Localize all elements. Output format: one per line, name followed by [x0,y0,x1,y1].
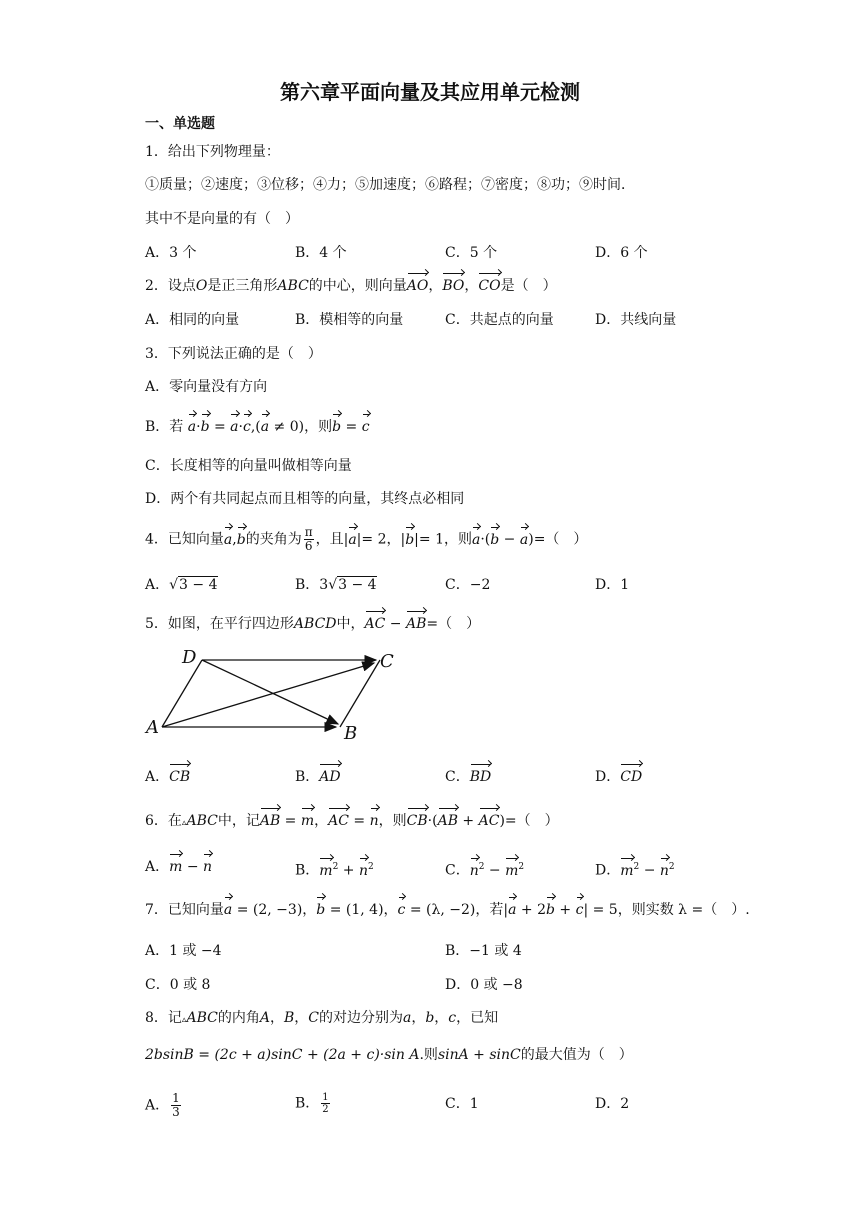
q6-option-c: C．$n^2 - m^2$ [445,862,525,879]
q7-vector-c-value: = (λ, −2) [409,902,476,918]
q8-text: .则 [419,1047,438,1063]
q8-text: ，已知 [456,1010,499,1026]
q1-ask: 其中不是向量的有（ ） [145,211,299,227]
q7-option-d: D．0 或 −8 [445,977,523,993]
q2-option-a: A．相同的向量 [145,312,240,328]
q6-triangle: ABC [186,813,218,829]
q8-equation-line [145,1045,633,1065]
q1-stem: 1．给出下列物理量： [145,144,280,160]
q8-option-b: B． $\frac{1}{2}$ [295,1092,329,1115]
q7-vector-a-value: = (2, −3) [236,902,303,918]
q5-stem: 5．如图，在平行四边形ABCD中，AC − AB=（ ） [145,616,481,632]
q4-text: 4．已知向量 [145,531,224,548]
triangle-symbol: ▵ [181,818,187,828]
q4-text: =（ ） [533,531,588,548]
q3-option-a: A．零向量没有方向 [145,379,268,395]
page-title: 第六章平面向量及其应用单元检测 [280,80,580,104]
q4-text: = 2 [361,531,387,548]
q2-stem: 2．设点O是正三角形ABC的中心，则向量AO，BO，CO是（ ） [145,278,557,294]
q4-fraction: $\frac{\pi}{6}$ [304,525,313,553]
q5-text: 中， [336,616,365,632]
q8-text: 的最大值为（ ） [520,1047,633,1063]
q6-option-b: B．$m^2 + n^2$ [295,862,374,879]
q3-option-b: B．若 a·b = a·c,(a ≠ 0)，则b = c [145,419,370,435]
q4-option-d: D．1 [595,577,630,593]
q1-list: ①质量；②速度；③位移；④力；⑤加速度；⑥路程；⑦密度；⑧功；⑨时间． [145,177,635,193]
q3-option-d: D．两个有共同起点而且相等的向量，其终点必相同 [145,491,465,507]
q6-text: ，则 [378,813,407,829]
q2-vector-co: CO [478,278,501,294]
q2-text: 的中心，则向量 [308,278,407,294]
q4-text: 的夹角为 [245,531,302,548]
q6-option-d: D．$m^2 - n^2$ [595,862,675,879]
q5-option-b: B．AD [295,769,341,785]
q2-text: 是正三角形 [207,278,278,294]
q2-text: 2．设点 [145,278,196,294]
q1-option-a: A．3 个 [145,245,197,261]
q7-option-b: B．−1 或 4 [445,943,522,959]
q2-point: O [195,278,208,294]
q1-option-c: C．5 个 [445,245,498,261]
q8-text: 8．记 [145,1010,182,1026]
q8-text: 的内角 [217,1010,260,1026]
q8-expression: sinA + sinC [437,1047,521,1063]
q8-option-c: C．1 [445,1096,479,1112]
q7-vector-b-value: = (1, 4) [329,902,384,918]
q2-vector-bo: BO [442,278,465,294]
q2-option-d: D．共线向量 [595,312,677,328]
q4-text: ， [386,531,401,548]
vertex-a-label: A [146,717,159,738]
vertex-c-label: C [380,651,394,672]
q7-text: 7．已知向量 [145,902,224,918]
q6-text: 中，记 [217,813,260,829]
q3-option-c: C．长度相等的向量叫做相等向量 [145,458,352,474]
parallelogram-figure [140,645,410,745]
q5-option-a: A．CB [145,769,191,785]
q4-option-a: A．√3 − 4 [145,577,218,593]
q2-option-c: C．共起点的向量 [445,312,554,328]
q5-parallelogram-name: ABCD [293,616,337,632]
q8-stem: 8．记▵ABC的内角A，B，C的对边分别为a，b，c，已知 [145,1010,499,1026]
q5-option-d: D．CD [595,769,643,785]
edge-bc [340,660,380,727]
q7-stem: 7．已知向量a = (2, −3)，b = (1, 4)，c = (λ, −2)，若|a + 2b + c| = 5，则实数 λ =（ ）. [145,902,750,918]
q3-text: B．若 [145,419,184,435]
q8-option-d: D．2 [595,1096,630,1112]
vertex-b-label: B [344,723,358,744]
vertex-d-label: D [182,647,197,668]
q2-triangle: ABC [277,278,309,294]
q2-vector-ao: AO [406,278,429,294]
q4-option-c: C．−2 [445,577,491,593]
q5-option-c: C．BD [445,769,492,785]
q8-triangle: ABC [186,1010,218,1026]
q5-text: =（ ） [426,616,481,632]
q2-option-b: B．模相等的向量 [295,312,404,328]
q6-stem: 6．在▵ABC中，记AB = m，AC = n，则CB·(AB + AC)=（ ） [145,813,559,829]
q4-stem: 4．已知向量a,b的夹角为 $\frac{\pi}{6}$ ，且|a|= 2，|b|= 1，则a·(b − a)=（ ） [145,525,588,553]
q6-option-a: A．m − n [145,859,213,875]
q2-text: 是（ ） [500,278,557,294]
q4-text: ，则 [443,531,472,548]
diagonal-db [202,660,338,724]
q8-option-a: A． $\frac{1}{3}$ [145,1091,180,1119]
q7-text: = 5 [592,902,618,918]
q1-option-d: D．6 个 [595,245,648,261]
q7-text: ，若 [475,902,504,918]
q1-option-b: B．4 个 [295,245,347,261]
q3-stem: 3．下列说法正确的是（ ） [145,346,322,362]
q7-option-a: A．1 或 −4 [145,943,222,959]
q7-text: ，则实数 λ =（ ）. [617,902,750,918]
q3-text: ，则 [304,419,333,435]
q7-option-c: C．0 或 8 [145,977,211,993]
q5-text: 5．如图，在平行四边形 [145,616,294,632]
section-heading: 一、单选题 [145,116,215,132]
q4-text: = 1 [418,531,444,548]
q6-text: 6．在 [145,813,182,829]
q8-text: 的对边分别为 [318,1010,403,1026]
q6-text: =（ ） [504,813,559,829]
q4-option-b: B．3√3 − 4 [295,577,377,593]
q8-equation: 2bsinB = (2c + a)sinC + (2a + c)·sin A [145,1047,420,1063]
q4-text: ，且 [315,531,344,548]
